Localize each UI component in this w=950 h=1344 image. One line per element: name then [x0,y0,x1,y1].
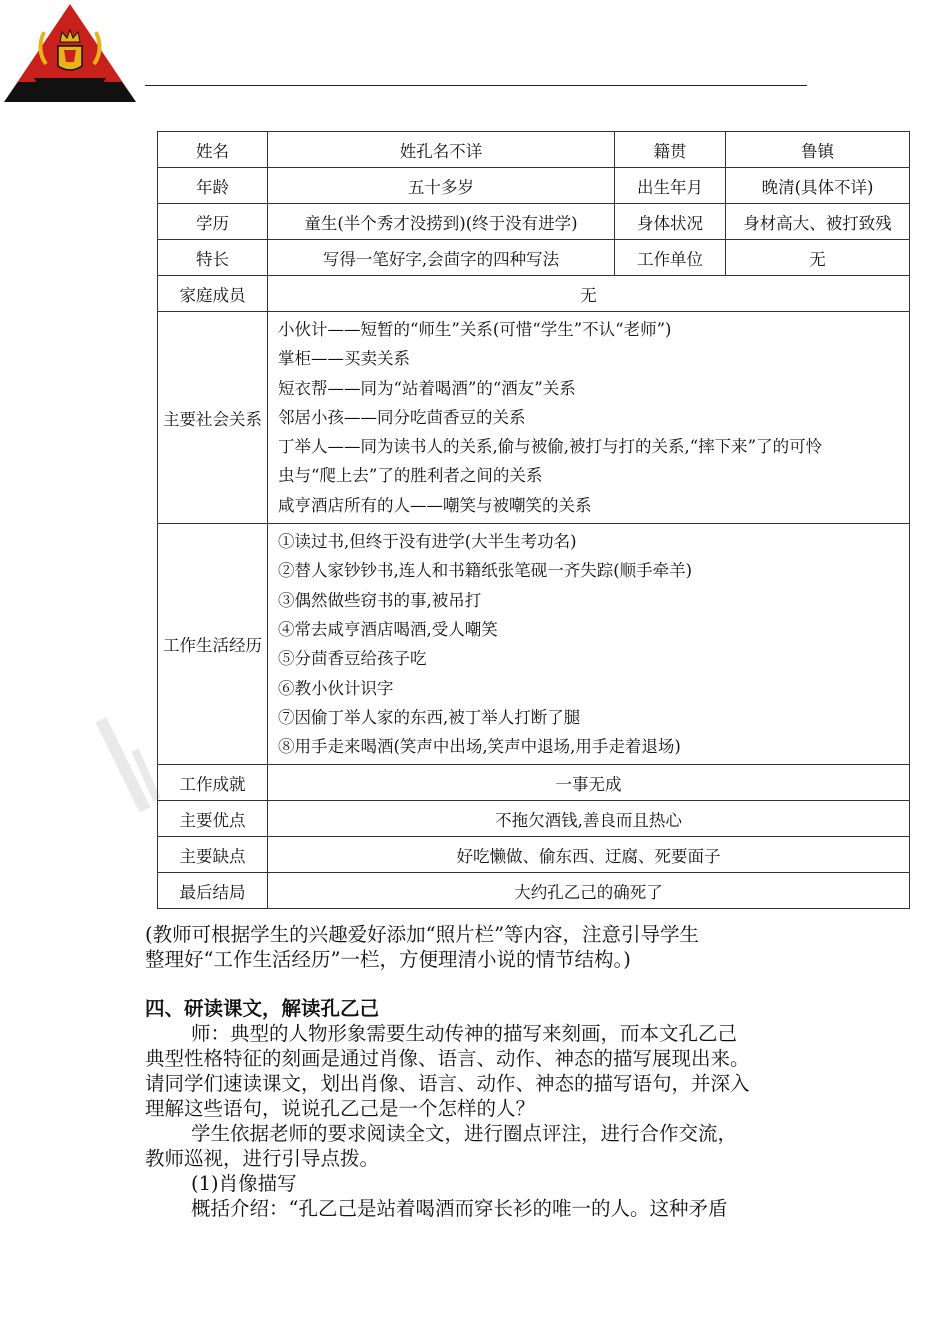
age-label: 年龄 [158,168,268,204]
paragraph-line: 学生依据老师的要求阅读全文，进行圈点评注，进行合作交流， [191,1122,738,1145]
experience-cell [268,524,910,765]
list-item: ⑦因偷丁举人家的东西,被丁举人打断了腿 [278,707,581,727]
table-row [158,276,910,312]
list-item: 虫与“爬上去”了的胜利者之间的关系 [278,466,543,486]
paragraph-line: 师：典型的人物形象需要生动传神的描写来刻画，而本文孔乙己 [191,1022,738,1045]
table-row [158,240,910,276]
health-label: 身体状况 [615,204,726,240]
skill-value: 写得一笔好字,会茴字的四种写法 [268,240,615,276]
list-item: 丁举人——同为读书人的关系,偷与被偷,被打与打的关系,“摔下来”了的可怜 [278,437,823,457]
flaw-value: 好吃懒做、偷东西、迂腐、死要面子 [268,837,910,873]
list-item: ⑤分茴香豆给孩子吃 [278,649,427,669]
edu-value: 童生(半个秀才没捞到)(终于没有进学) [268,204,615,240]
paragraph-line: 教师巡视，进行引导点拨。 [145,1147,380,1170]
merit-label: 主要优点 [158,801,268,837]
table-row [158,132,910,168]
experience-label: 工作生活经历 [158,524,268,765]
merit-value: 不拖欠酒钱,善良而且热心 [268,801,910,837]
paragraph-line: 理解这些语句，说说孔乙己是一个怎样的人？ [145,1097,536,1120]
flaw-label: 主要缺点 [158,837,268,873]
list-item: 短衣帮——同为“站着喝酒”的“酒友”关系 [278,378,576,398]
teacher-note [145,922,810,972]
family-label: 家庭成员 [158,276,268,312]
edu-label: 学历 [158,204,268,240]
table-row [158,837,910,873]
paragraph-line: 请同学们速读课文，划出肖像、语言、动作、神态的描写语句，并深入 [145,1072,750,1095]
table-row [158,524,910,765]
paragraph-line: 概括介绍：“孔乙己是站着喝酒而穿长衫的唯一的人。这种矛盾 [191,1197,728,1220]
ending-label: 最后结局 [158,873,268,909]
list-item: 小伙计——短暂的“师生”关系(可惜“学生”不认“老师”) [278,320,672,339]
list-item: ⑥教小伙计识字 [278,678,394,698]
header-rule [145,85,807,86]
skill-label: 特长 [158,240,268,276]
list-item: ⑧用手走来喝酒(笑声中出场,笑声中退场,用手走着退场) [278,737,681,757]
table-row [158,765,910,801]
note-line: (教师可根据学生的兴趣爱好添加“照片栏”等内容，注意引导学生 [145,923,700,946]
list-item: ②替人家钞钞书,连人和书籍纸张笔砚一齐失踪(顺手牵羊) [278,561,693,581]
achievement-value: 一事无成 [268,765,910,801]
table-row [158,873,910,909]
relations-cell [268,312,910,524]
sub-heading: (1)肖像描写 [191,1172,297,1195]
list-item: 掌柜——买卖关系 [278,349,410,369]
table-row [158,168,910,204]
age-value: 五十多岁 [268,168,615,204]
list-item: 邻居小孩——同分吃茴香豆的关系 [278,407,526,427]
birth-label: 出生年月 [615,168,726,204]
list-item: 咸亨酒店所有的人——嘲笑与被嘲笑的关系 [278,495,592,515]
profile-table [157,131,910,909]
paragraph-line: 典型性格特征的刻画是通过肖像、语言、动作、神态的描写展现出来。 [145,1047,750,1070]
family-value: 无 [268,276,910,312]
achievement-label: 工作成就 [158,765,268,801]
name-label: 姓名 [158,132,268,168]
section-four [145,996,810,1221]
table-row [158,801,910,837]
relations-label: 主要社会关系 [158,312,268,524]
ending-value: 大约孔乙己的确死了 [268,873,910,909]
crown-shield-logo [2,2,138,104]
watermark-stroke [95,710,165,830]
table-row [158,312,910,524]
work-unit-value: 无 [726,240,910,276]
list-item: ③偶然做些窃书的事,被吊打 [278,590,482,610]
native-label: 籍贯 [615,132,726,168]
health-value: 身材高大、被打致残 [726,204,910,240]
list-item: ①读过书,但终于没有进学(大半生考功名) [278,532,577,552]
birth-value: 晚清(具体不详) [726,168,910,204]
name-value: 姓孔名不详 [268,132,615,168]
table-row [158,204,910,240]
work-unit-label: 工作单位 [615,240,726,276]
note-line: 整理好“工作生活经历”一栏，方便理清小说的情节结构。) [145,948,631,971]
list-item: ④常去咸亨酒店喝酒,受人嘲笑 [278,619,498,639]
native-value: 鲁镇 [726,132,910,168]
section-heading: 四、研读课文，解读孔乙己 [145,997,380,1020]
